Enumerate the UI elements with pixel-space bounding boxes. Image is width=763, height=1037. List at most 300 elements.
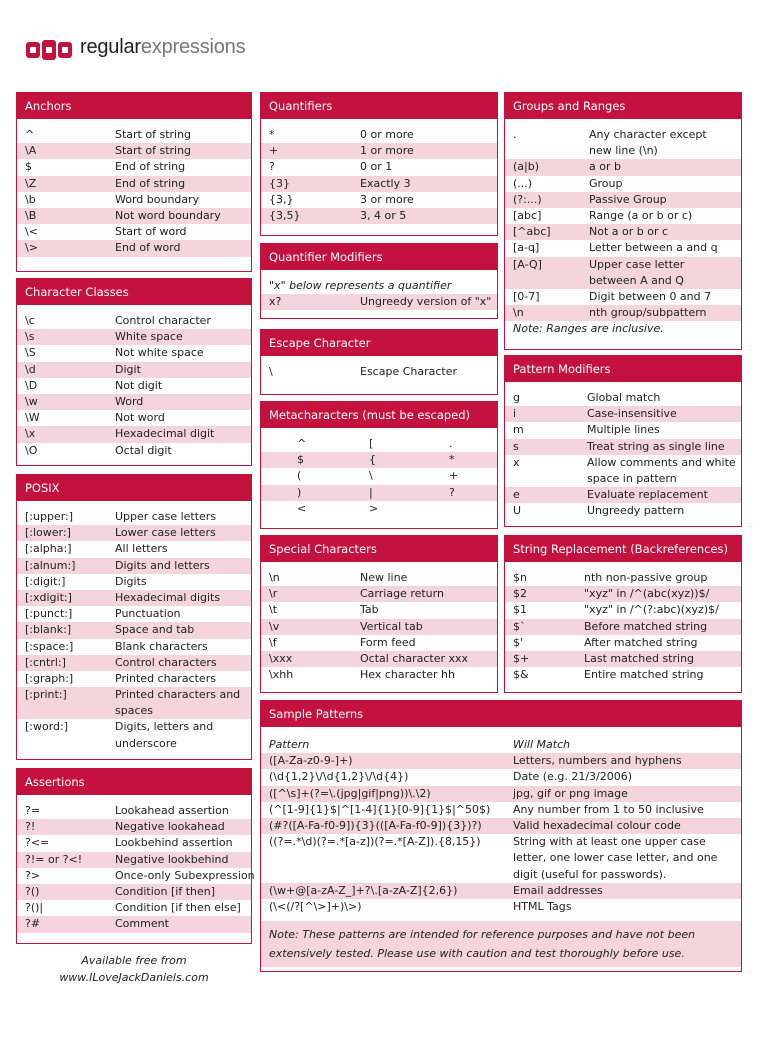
character-classes-description: Hexadecimal digit — [115, 427, 215, 441]
character-classes-syntax: \d — [25, 362, 36, 376]
pattern-modifiers-rows — [505, 382, 741, 520]
anchors-syntax: \> — [25, 241, 38, 255]
pattern-modifiers-description: Ungreedy pattern — [587, 504, 685, 518]
groups-ranges-title: Groups and Ranges — [505, 93, 741, 119]
posix-description: Digits and letters — [115, 558, 210, 572]
special-characters-row — [261, 667, 497, 683]
pattern-modifiers-row — [505, 439, 741, 455]
character-classes-title: Character Classes — [17, 279, 251, 305]
metacharacters-symbol: [ — [369, 437, 374, 450]
quantifiers-description: 1 or more — [360, 144, 414, 158]
metacharacters-row — [261, 452, 497, 468]
sample-patterns-row — [261, 753, 741, 769]
character-classes-syntax: \w — [25, 394, 38, 408]
groups-ranges-syntax: [A-Q] — [513, 257, 542, 271]
pattern-modifiers-title: Pattern Modifiers — [505, 356, 741, 382]
special-characters-row — [261, 619, 497, 635]
assertions-syntax: ?= — [25, 804, 41, 817]
groups-ranges-syntax: (a|b) — [513, 160, 540, 174]
anchors-title: Anchors — [17, 93, 251, 119]
posix-syntax: [:cntrl:] — [25, 655, 66, 669]
column-will-match: Will Match — [513, 738, 571, 751]
character-classes-row — [17, 378, 251, 394]
string-replacement-description: Before matched string — [584, 619, 708, 633]
sample-patterns-description: Any number from 1 to 50 inclusive — [513, 802, 704, 816]
anchors-row — [17, 240, 251, 256]
assertions-panel — [16, 768, 255, 944]
character-classes-panel — [16, 278, 252, 466]
metacharacters-title: Metacharacters (must be escaped) — [261, 402, 497, 428]
sample-patterns-syntax: (\d{1,2}\/\d{1,2}\/\d{4}) — [269, 770, 409, 784]
metacharacters-symbol: + — [449, 469, 459, 483]
quantifiers-rows — [261, 119, 497, 224]
quantifiers-row — [261, 192, 497, 208]
anchors-syntax: \< — [25, 225, 38, 239]
quantifiers-syntax: {3} — [269, 176, 290, 190]
posix-description: All letters — [115, 542, 168, 556]
character-classes-syntax: \D — [25, 378, 38, 392]
special-characters-row — [261, 570, 497, 586]
posix-syntax: [:space:] — [25, 639, 74, 653]
metacharacters-symbol: $ — [297, 453, 304, 467]
groups-ranges-description: Letter between a and q — [589, 241, 718, 255]
character-classes-syntax: \x — [25, 427, 36, 441]
special-characters-syntax: \v — [269, 619, 280, 633]
sample-patterns-syntax: ([A-Za-z0-9-]+) — [269, 754, 353, 768]
metacharacters-symbol: \ — [369, 469, 373, 483]
posix-row — [17, 558, 251, 574]
posix-row — [17, 687, 251, 719]
sample-patterns-note: Note: These patterns are intended for reference purposes and have not been extensively tested. Please use with caution and test thoroughly before use. — [269, 928, 696, 961]
anchors-description: Start of string — [115, 128, 192, 141]
pattern-modifiers-syntax: s — [513, 439, 519, 453]
assertions-description: Condition [if then else] — [115, 901, 241, 915]
character-classes-description: Octal digit — [115, 443, 172, 457]
sample-patterns-description: String with at least one upper case letter, one lower case letter, and one digit (useful for passwords). — [513, 835, 718, 881]
anchors-row — [17, 224, 251, 240]
metacharacters-symbol: | — [369, 485, 373, 499]
groups-ranges-description: Upper case letter between A and Q — [589, 257, 685, 287]
sample-patterns-syntax: (\<(/?[^\>]+)\>) — [269, 899, 362, 913]
anchors-row — [17, 192, 251, 208]
string-replacement-row — [505, 635, 741, 651]
posix-row — [17, 606, 251, 622]
pattern-modifiers-syntax: U — [513, 504, 522, 518]
quantifiers-description: 3, 4 or 5 — [360, 208, 407, 222]
string-replacement-title: String Replacement (Backreferences) — [505, 536, 741, 562]
logo-icon — [26, 36, 72, 64]
posix-title: POSIX — [17, 475, 251, 501]
posix-syntax: [:lower:] — [25, 526, 71, 540]
sample-patterns-row — [261, 769, 741, 785]
anchors-rows — [17, 119, 251, 257]
string-replacement-rows — [505, 562, 741, 683]
posix-syntax: [:punct:] — [25, 607, 73, 621]
pattern-modifiers-description: Allow comments and white space in pattern — [587, 455, 736, 485]
assertions-description: Lookahead assertion — [115, 804, 229, 817]
escape-character-syntax: \ — [269, 365, 273, 378]
groups-ranges-description: Passive Group — [589, 192, 667, 206]
metacharacters-symbol: ? — [449, 485, 455, 499]
assertions-syntax: ?# — [25, 917, 41, 931]
pattern-modifiers-syntax: e — [513, 488, 520, 502]
quantifier-modifiers-panel — [260, 243, 498, 319]
escape-character-rows — [261, 356, 497, 380]
metacharacters-symbol: { — [369, 453, 376, 467]
groups-ranges-description: Any character except new line (\n) — [589, 128, 707, 158]
anchors-syntax: ^ — [25, 128, 35, 141]
quantifiers-syntax: {3,} — [269, 192, 294, 206]
groups-ranges-row — [505, 240, 741, 256]
string-replacement-syntax: $& — [513, 668, 529, 682]
string-replacement-description: nth non-passive group — [584, 571, 708, 584]
special-characters-description: Hex character hh — [360, 668, 455, 682]
special-characters-description: Form feed — [360, 635, 416, 649]
groups-ranges-syntax: [^abc] — [513, 225, 551, 239]
groups-ranges-row — [505, 159, 741, 175]
string-replacement-row — [505, 570, 741, 586]
character-classes-syntax: \W — [25, 411, 40, 425]
quantifiers-syntax: ? — [269, 160, 275, 174]
assertions-syntax: ?<= — [25, 836, 50, 850]
anchors-description: End of string — [115, 176, 186, 190]
character-classes-description: Not digit — [115, 378, 163, 392]
sample-patterns-syntax: (#?([A-Fa-f0-9]){3}(([A-Fa-f0-9]){3})?) — [269, 818, 482, 832]
anchors-description: End of word — [115, 241, 181, 255]
string-replacement-syntax: $n — [513, 571, 527, 584]
metacharacters-symbol: ( — [297, 469, 302, 483]
special-characters-syntax: \r — [269, 587, 278, 601]
anchors-description: Start of string — [115, 144, 192, 158]
groups-ranges-syntax: \n — [513, 306, 524, 320]
quantifiers-title: Quantifiers — [261, 93, 497, 119]
groups-ranges-description: Range (a or b or c) — [589, 208, 693, 222]
string-replacement-description: "xyz" in /^(abc(xyz))$/ — [584, 587, 710, 601]
anchors-row — [17, 176, 251, 192]
quantifier-modifiers-rows — [261, 294, 497, 310]
posix-row — [17, 590, 251, 606]
metacharacters-row — [261, 501, 497, 517]
sample-patterns-row — [261, 899, 741, 915]
groups-ranges-row — [505, 127, 741, 159]
anchors-description: End of string — [115, 160, 186, 174]
sample-patterns-syntax: ((?=.*\d)(?=.*[a-z])(?=.*[A-Z]).{8,15}) — [269, 835, 481, 849]
quantifiers-syntax: * — [269, 128, 275, 141]
sample-patterns-title: Sample Patterns — [261, 701, 741, 727]
character-classes-description: Not white space — [115, 346, 204, 360]
sample-patterns-row — [261, 883, 741, 899]
posix-syntax: [:alpha:] — [25, 542, 72, 556]
assertions-description: Lookbehind assertion — [115, 836, 233, 850]
sample-patterns-rows — [261, 753, 741, 915]
character-classes-row — [17, 426, 251, 442]
character-classes-description: Control character — [115, 314, 211, 327]
sample-patterns-description: Letters, numbers and hyphens — [513, 754, 682, 768]
posix-syntax: [:print:] — [25, 688, 67, 702]
posix-syntax: [:xdigit:] — [25, 590, 72, 604]
groups-ranges-syntax: (...) — [513, 176, 533, 190]
pattern-modifiers-description: Case-insensitive — [587, 407, 677, 421]
groups-ranges-syntax: . — [513, 128, 517, 141]
character-classes-syntax: \S — [25, 346, 36, 360]
character-classes-rows — [17, 305, 251, 459]
groups-ranges-row — [505, 257, 741, 289]
anchors-syntax: \b — [25, 192, 36, 206]
footer — [16, 952, 252, 986]
anchors-syntax: \B — [25, 208, 37, 222]
sample-patterns-syntax: (\w+@[a-zA-Z_]+?\.[a-zA-Z]{2,6}) — [269, 883, 458, 897]
quantifier-modifiers-description: Ungreedy version of "x" — [360, 295, 492, 308]
quantifiers-description: 0 or more — [360, 128, 414, 141]
sample-patterns-description: HTML Tags — [513, 899, 572, 913]
pattern-modifiers-syntax: i — [513, 407, 517, 421]
quantifier-modifiers-title: Quantifier Modifiers — [261, 244, 497, 270]
assertions-title: Assertions — [17, 769, 251, 795]
character-classes-syntax: \O — [25, 443, 38, 457]
character-classes-row — [17, 345, 251, 361]
groups-ranges-description: Digit between 0 and 7 — [589, 289, 712, 303]
groups-ranges-row — [505, 208, 741, 224]
character-classes-row — [17, 443, 251, 459]
character-classes-description: Not word — [115, 411, 165, 425]
anchors-row — [17, 208, 251, 224]
character-classes-row — [17, 362, 251, 378]
quantifiers-row — [261, 127, 497, 143]
character-classes-description: White space — [115, 330, 183, 344]
posix-row — [17, 639, 251, 655]
character-classes-syntax: \s — [25, 330, 35, 344]
anchors-description: Word boundary — [115, 192, 200, 206]
posix-row — [17, 719, 251, 751]
posix-description: Control characters — [115, 655, 217, 669]
assertions-row — [17, 852, 251, 868]
pattern-modifiers-syntax: x — [513, 455, 520, 469]
anchors-row — [17, 127, 251, 143]
groups-ranges-row — [505, 305, 741, 321]
column-pattern: Pattern — [269, 738, 310, 751]
posix-row — [17, 541, 251, 557]
special-characters-description: Vertical tab — [360, 619, 423, 633]
string-replacement-description: Entire matched string — [584, 668, 704, 682]
character-classes-row — [17, 329, 251, 345]
posix-row — [17, 622, 251, 638]
quantifiers-description: Exactly 3 — [360, 176, 411, 190]
posix-row — [17, 671, 251, 687]
sample-patterns-syntax: ([^\s]+(?=\.(jpg|gif|png))\.\2) — [269, 786, 431, 800]
pattern-modifiers-row — [505, 406, 741, 422]
pattern-modifiers-row — [505, 487, 741, 503]
special-characters-row — [261, 586, 497, 602]
string-replacement-syntax: $' — [513, 635, 524, 649]
string-replacement-panel — [504, 535, 742, 693]
posix-description: Punctuation — [115, 607, 181, 621]
groups-ranges-description: nth group/subpattern — [589, 306, 707, 320]
sample-patterns-description: Email addresses — [513, 883, 603, 897]
assertions-description: Comment — [115, 917, 169, 931]
posix-description: Blank characters — [115, 639, 208, 653]
pattern-modifiers-description: Treat string as single line — [587, 439, 725, 453]
sample-patterns-panel — [260, 700, 742, 972]
assertions-row — [17, 819, 251, 835]
pattern-modifiers-syntax: m — [513, 423, 524, 437]
sample-patterns-row — [261, 786, 741, 802]
posix-syntax: [:graph:] — [25, 671, 74, 685]
assertions-row — [17, 916, 251, 932]
posix-description: Upper case letters — [115, 510, 217, 523]
groups-ranges-syntax: [0-7] — [513, 289, 540, 303]
pattern-modifiers-row — [505, 390, 741, 406]
posix-description: Printed characters and spaces — [115, 688, 241, 718]
special-characters-panel — [260, 535, 498, 693]
assertions-rows — [17, 795, 255, 933]
quantifier-modifiers-note: "x" below represents a quantifier — [269, 279, 452, 292]
pattern-modifiers-row — [505, 422, 741, 438]
pattern-modifiers-row — [505, 455, 741, 487]
pattern-modifiers-row — [505, 503, 741, 519]
posix-row — [17, 525, 251, 541]
special-characters-description: New line — [360, 571, 408, 584]
posix-syntax: [:digit:] — [25, 574, 66, 588]
sample-patterns-note-block — [261, 921, 741, 967]
groups-ranges-description: Not a or b or c — [589, 225, 669, 239]
assertions-description: Negative lookbehind — [115, 852, 229, 866]
metacharacters-row — [261, 468, 497, 484]
special-characters-row — [261, 602, 497, 618]
posix-description: Hexadecimal digits — [115, 590, 221, 604]
pattern-modifiers-description: Evaluate replacement — [587, 488, 708, 502]
posix-description: Digits, letters and underscore — [115, 720, 214, 750]
anchors-panel — [16, 92, 252, 272]
string-replacement-syntax: $` — [513, 619, 526, 633]
metacharacters-symbol: < — [297, 501, 307, 515]
metacharacters-row — [261, 485, 497, 501]
quantifiers-description: 3 or more — [360, 192, 414, 206]
sample-patterns-row — [261, 818, 741, 834]
quantifiers-row — [261, 208, 497, 224]
string-replacement-syntax: $1 — [513, 603, 527, 617]
character-classes-row — [17, 313, 251, 329]
posix-syntax: [:upper:] — [25, 510, 74, 523]
posix-description: Digits — [115, 574, 147, 588]
anchors-row — [17, 143, 251, 159]
character-classes-row — [17, 410, 251, 426]
assertions-syntax: ?() — [25, 884, 40, 898]
posix-description: Lower case letters — [115, 526, 216, 540]
special-characters-syntax: \xxx — [269, 651, 293, 665]
special-characters-rows — [261, 562, 497, 683]
metacharacters-panel — [260, 401, 498, 529]
special-characters-row — [261, 651, 497, 667]
assertions-row — [17, 868, 255, 884]
character-classes-row — [17, 394, 251, 410]
assertions-syntax: ?! — [25, 820, 36, 834]
string-replacement-row — [505, 586, 741, 602]
assertions-row — [17, 803, 251, 819]
metacharacters-symbol: . — [449, 437, 453, 450]
string-replacement-row — [505, 651, 741, 667]
anchors-syntax: $ — [25, 160, 32, 174]
posix-description: Printed characters — [115, 671, 216, 685]
string-replacement-description: "xyz" in /^(?:abc)(xyz)$/ — [584, 603, 719, 617]
special-characters-description: Carriage return — [360, 587, 444, 601]
quantifiers-panel — [260, 92, 498, 236]
metacharacters-rows — [261, 428, 497, 517]
string-replacement-syntax: $+ — [513, 651, 530, 665]
quantifiers-syntax: + — [269, 144, 279, 158]
character-classes-description: Word — [115, 394, 144, 408]
sample-patterns-syntax: (^[1-9]{1}$|^[1-4]{1}[0-9]{1}$|^50$) — [269, 802, 491, 816]
groups-ranges-row — [505, 192, 741, 208]
groups-ranges-description: a or b — [589, 160, 621, 174]
anchors-description: Start of word — [115, 225, 187, 239]
anchors-syntax: \Z — [25, 176, 37, 190]
character-classes-description: Digit — [115, 362, 141, 376]
groups-ranges-row — [505, 176, 741, 192]
metacharacters-symbol: > — [369, 501, 379, 515]
groups-ranges-syntax: [abc] — [513, 208, 542, 222]
assertions-description: Negative lookahead — [115, 820, 225, 834]
assertions-row — [17, 835, 251, 851]
pattern-modifiers-syntax: g — [513, 391, 520, 404]
assertions-syntax: ?()| — [25, 901, 44, 915]
sample-patterns-description: Date (e.g. 21/3/2006) — [513, 770, 633, 784]
quantifiers-row — [261, 176, 497, 192]
string-replacement-row — [505, 602, 741, 618]
assertions-row — [17, 900, 251, 916]
special-characters-row — [261, 635, 497, 651]
sample-patterns-row — [261, 834, 741, 883]
quantifiers-row — [261, 159, 497, 175]
special-characters-title: Special Characters — [261, 536, 497, 562]
escape-character-title: Escape Character — [261, 330, 497, 356]
string-replacement-description: After matched string — [584, 635, 698, 649]
escape-character-row — [261, 364, 497, 380]
groups-ranges-row — [505, 289, 741, 305]
sample-patterns-row — [261, 802, 741, 818]
groups-ranges-rows — [505, 119, 741, 321]
string-replacement-syntax: $2 — [513, 587, 527, 601]
posix-syntax: [:word:] — [25, 720, 69, 734]
special-characters-syntax: \f — [269, 635, 277, 649]
sample-patterns-description: Valid hexadecimal colour code — [513, 818, 681, 832]
special-characters-syntax: \xhh — [269, 668, 294, 682]
quantifier-modifiers-syntax: x? — [269, 295, 282, 308]
special-characters-description: Octal character xxx — [360, 651, 469, 665]
pattern-modifiers-panel — [504, 355, 742, 527]
assertions-syntax: ?> — [25, 868, 41, 882]
groups-ranges-row — [505, 224, 741, 240]
posix-row — [17, 655, 251, 671]
special-characters-description: Tab — [360, 603, 379, 617]
footer-link[interactable]: www.ILoveJackDaniels.com — [59, 971, 209, 984]
assertions-row — [17, 884, 251, 900]
footer-line1: Available free from — [81, 954, 187, 967]
posix-row — [17, 574, 251, 590]
string-replacement-description: Last matched string — [584, 651, 695, 665]
anchors-row — [17, 159, 251, 175]
logo-wordmark: regularexpressions — [80, 36, 246, 58]
posix-syntax: [:blank:] — [25, 623, 72, 637]
posix-description: Space and tab — [115, 623, 195, 637]
quantifiers-description: 0 or 1 — [360, 160, 393, 174]
quantifiers-row — [261, 143, 497, 159]
assertions-description: Once-only Subexpression — [115, 868, 255, 882]
assertions-description: Condition [if then] — [115, 884, 216, 898]
anchors-description: Not word boundary — [115, 208, 221, 222]
quantifiers-syntax: {3,5} — [269, 208, 301, 222]
string-replacement-row — [505, 667, 741, 683]
sample-patterns-column-headers — [261, 737, 741, 753]
